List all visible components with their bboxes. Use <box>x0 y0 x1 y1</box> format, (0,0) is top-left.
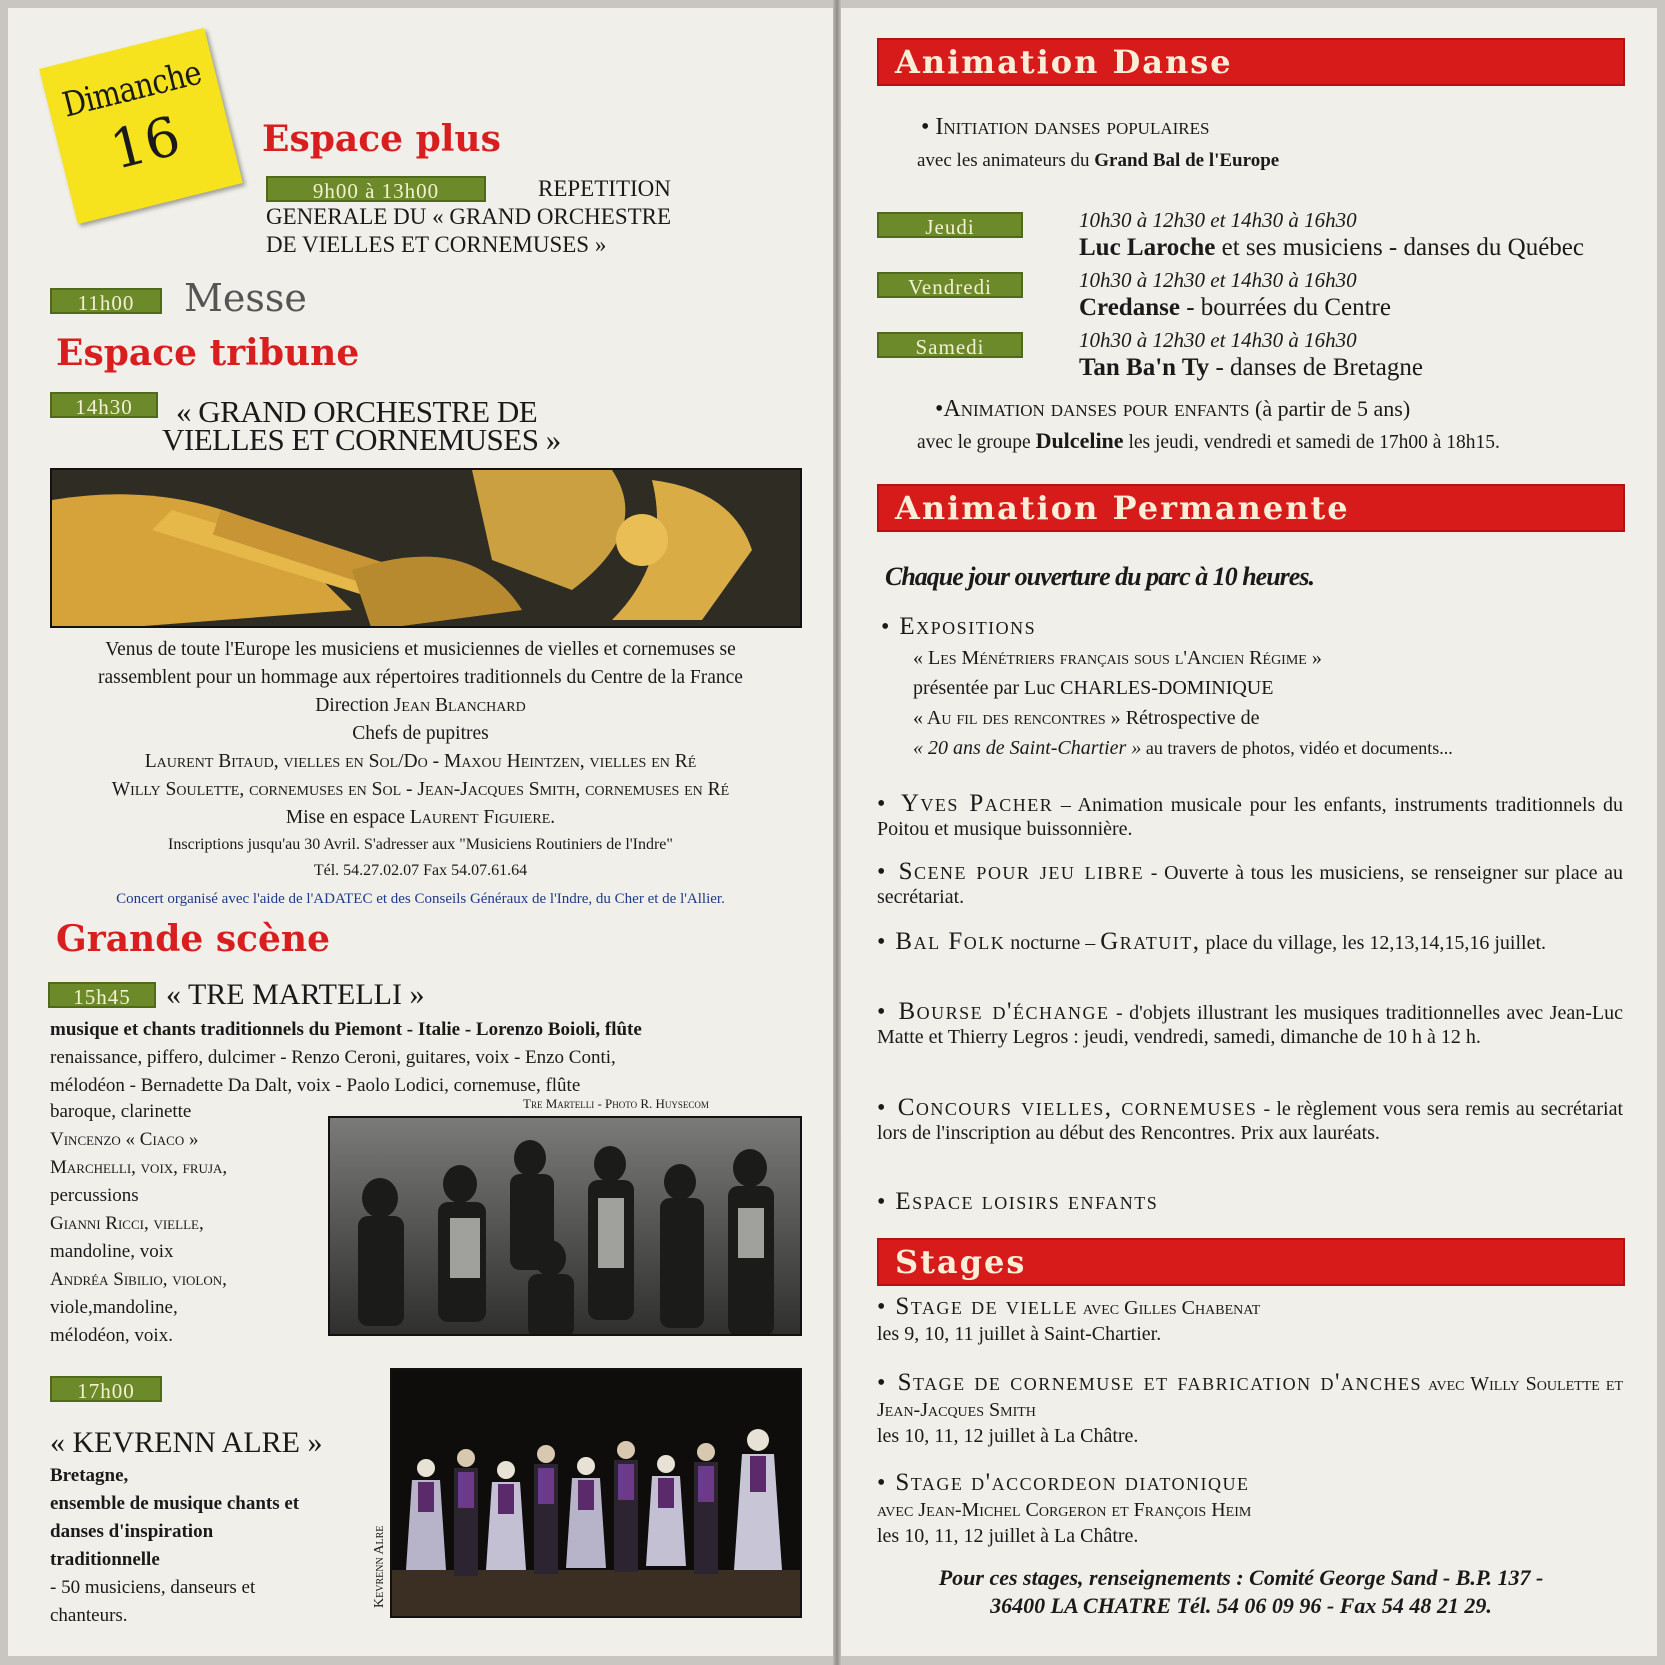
mise-name: Laurent Figuiere. <box>409 807 556 828</box>
expo-line-4 <box>881 733 1623 763</box>
date-number: 16 <box>104 104 187 182</box>
stage-1-title: Stage de vielle <box>895 1293 1078 1320</box>
chefs-title: Chefs de pupitres <box>352 723 489 744</box>
time-tag-11h: 11h00 <box>50 288 162 314</box>
orchestre-title-1: « GRAND ORCHESTRE DE <box>176 394 538 429</box>
loisirs-title: Espace loisirs enfants <box>895 1188 1159 1215</box>
initiation-sub <box>917 150 1279 172</box>
bourse-block <box>877 1000 1623 1049</box>
desc-line-2: rassemblent pour un hommage aux répertoires traditionnels du Centre de la France <box>98 667 743 688</box>
bal-text-1: nocturne – <box>1005 932 1101 954</box>
inscriptions-line: Inscriptions jusqu'au 30 Avril. S'adresser aux "Musiciens Routiniers de l'Indre" <box>168 836 673 853</box>
samedi-desc: - danses de Bretagne <box>1209 354 1423 381</box>
tre-line-12: mélodéon, voix. <box>50 1325 173 1346</box>
bullet-icon: • <box>877 1095 886 1121</box>
stage-2-with: avec Willy Soulette et Jean-Jacques Smith <box>877 1373 1623 1421</box>
right-page <box>841 8 1657 1656</box>
tel-line: Tél. 54.27.02.07 Fax 54.07.61.64 <box>313 862 528 879</box>
date-card <box>39 28 243 224</box>
kevrenn-photo-credit: Kevrenn Alre <box>372 1525 387 1608</box>
chaque-jour-line: Chaque jour ouverture du parc à 10 heures. <box>885 562 1314 591</box>
bullet-icon: • <box>877 999 886 1025</box>
enfants-title: •Animation danses pour enfants <box>935 396 1250 422</box>
time-tag-14h30: 14h30 <box>50 392 158 418</box>
repetition-line-3: DE VIELLES ET CORNEMUSES » <box>266 232 607 257</box>
bal-text-2: place du village, les 12,13,14,15,16 juillet. <box>1200 932 1547 954</box>
date-day: Dimanche <box>58 52 205 126</box>
kev-line-6: chanteurs. <box>50 1605 128 1626</box>
samedi-hours: 10h30 à 12h30 et 14h30 à 16h30 <box>1079 328 1357 352</box>
kev-line-4: traditionnelle <box>50 1549 160 1570</box>
stage-1-dates: les 9, 10, 11 juillet à Saint-Chartier. <box>877 1323 1162 1345</box>
time-tag-15h45: 15h45 <box>48 982 156 1008</box>
pacher-title: Yves Pacher <box>900 790 1054 817</box>
contact-line-1: Pour ces stages, renseignements : Comité George Sand - B.P. 137 - <box>938 1565 1544 1590</box>
bullet-icon: • <box>877 859 886 885</box>
enfants-title-line <box>935 396 1410 423</box>
enfants-age: (à partir de 5 ans) <box>1255 396 1411 421</box>
bullet-icon: • <box>877 1294 886 1320</box>
scene-text: - Ouverte à tous les musiciens, se renseigner sur place au secrétariat. <box>877 862 1623 908</box>
samedi-line <box>1079 354 1423 382</box>
chefs-line-1: Laurent Bitaud, vielles en Sol/Do - Maxou Heintzen, vielles en Ré <box>144 751 697 772</box>
stage-2-block <box>877 1370 1623 1449</box>
kev-line-5: - 50 musiciens, danseurs et <box>50 1577 256 1598</box>
vendredi-artist: Credanse <box>1079 294 1180 321</box>
bullet-icon: • <box>881 614 890 640</box>
tre-line-8: Gianni Ricci, vielle, <box>50 1213 204 1234</box>
expo-line-2: présentée par Luc CHARLES-DOMINIQUE <box>913 677 1274 699</box>
kevrenn-title: « KEVRENN ALRE » <box>50 1426 323 1459</box>
pacher-text: – Animation musicale pour les enfants, instruments traditionnels du Poitou et musique buissonnière. <box>877 794 1624 840</box>
stage-2-dates: les 10, 11, 12 juillet à La Châtre. <box>877 1425 1139 1447</box>
grand-bal-name: Grand Bal de l'Europe <box>1094 150 1280 171</box>
concours-text: - le règlement vous sera remis au secrétariat lors de l'inscription au début des Rencontres. Prix aux lauréats. <box>877 1098 1624 1144</box>
enfants-text-2: les jeudi, vendredi et samedi de 17h00 à 18h15. <box>1123 432 1500 453</box>
enfants-line <box>917 428 1500 454</box>
hurdy-gurdy-photo <box>50 468 802 628</box>
concours-block <box>877 1096 1623 1145</box>
dancers-photo-illustration <box>392 1370 802 1618</box>
tre-martelli-text <box>50 1016 800 1100</box>
kev-line-1: Bretagne, <box>50 1465 129 1486</box>
tre-photo-credit: Tre Martelli - Photo R. Huysecom <box>523 1096 709 1111</box>
pacher-block <box>877 792 1623 841</box>
tre-line-2: renaissance, piffero, dulcimer - Renzo Ceroni, guitares, voix - Enzo Conti, <box>50 1047 616 1068</box>
concert-line: Concert organisé avec l'aide de l'ADATEC et des Conseils Généraux de l'Indre, du Cher et de l'Allier. <box>116 891 725 907</box>
initiation-title: • Initiation danses populaires <box>921 114 1210 140</box>
tre-line-1: musique et chants traditionnels du Piemont - Italie - Lorenzo Boioli, flûte <box>50 1019 642 1040</box>
tre-line-5: Vincenzo « Ciaco » <box>50 1129 199 1150</box>
stage-1-with: avec Gilles Chabenat <box>1077 1297 1261 1319</box>
bal-gratuit: Gratuit, <box>1100 928 1201 955</box>
day-tag-vendredi: Vendredi <box>877 272 1023 298</box>
jeudi-artist: Luc Laroche <box>1079 234 1216 261</box>
concours-title: Concours vielles, cornemuses <box>897 1094 1258 1121</box>
kevrenn-photo <box>390 1368 802 1618</box>
initiation-sub-text: avec les animateurs du <box>917 150 1090 171</box>
expo-rencontres: « Au fil des rencontres » <box>913 707 1121 729</box>
tre-line-7: percussions <box>50 1185 139 1206</box>
desc-line-1: Venus de toute l'Europe les musiciens et musiciennes de vielles et cornemuses se <box>105 639 736 660</box>
stage-3-dates: les 10, 11, 12 juillet à La Châtre. <box>877 1525 1139 1547</box>
vendredi-line <box>1079 294 1391 322</box>
day-tag-jeudi: Jeudi <box>877 212 1023 238</box>
time-tag-17h: 17h00 <box>50 1376 162 1402</box>
messe-title: Messe <box>184 276 307 320</box>
mise-line <box>8 804 833 832</box>
tre-line-4: baroque, clarinette <box>50 1101 192 1122</box>
mise-label: Mise en espace <box>285 807 405 828</box>
expo-line-3 <box>881 703 1623 733</box>
bourse-title: Bourse d'échange <box>898 998 1110 1025</box>
stages-bar: Stages <box>877 1238 1625 1286</box>
expo-20-ans: « 20 ans de Saint-Chartier » <box>913 737 1142 759</box>
loisirs-block <box>877 1190 1158 1215</box>
bullet-icon: • <box>877 929 886 955</box>
direction-line <box>8 692 833 720</box>
bourse-text: - d'objets illustrant les musiques traditionnelles avec Jean-Luc Matte et Thierry Legros : jeudi, vendredi, samedi, dimanche de 10 h à 12 h. <box>877 1002 1623 1048</box>
animation-permanente-bar: Animation Permanente <box>877 484 1625 532</box>
vendredi-desc: - bourrées du Centre <box>1179 294 1391 321</box>
expo-travers: au travers de photos, vidéo et documents... <box>1141 738 1453 758</box>
kev-line-2: ensemble de musique chants et <box>50 1493 300 1514</box>
bal-block <box>877 930 1623 955</box>
band-photo-illustration <box>330 1118 802 1336</box>
tre-martelli-photo <box>328 1116 802 1336</box>
expositions-block <box>881 612 1623 763</box>
direction-name: Jean Blanchard <box>393 695 526 716</box>
bal-title: Bal Folk <box>895 928 1006 955</box>
chefs-line-2: Willy Soulette, cornemuses en Sol - Jean-Jacques Smith, cornemuses en Ré <box>111 779 730 800</box>
bullet-icon: • <box>877 1370 886 1396</box>
stages-contact <box>861 1564 1621 1620</box>
stage-2-title: Stage de cornemuse et fabrication d'anches <box>897 1369 1423 1396</box>
jeudi-hours: 10h30 à 12h30 et 14h30 à 16h30 <box>1079 208 1357 232</box>
repetition-line-1: REPETITION <box>538 176 671 201</box>
scene-block <box>877 860 1623 909</box>
page-fold <box>833 0 841 1665</box>
espace-plus-title: Espace plus <box>262 118 501 160</box>
jeudi-line <box>1079 234 1584 262</box>
expo-line-1: « Les Ménétriers français sous l'Ancien Régime » <box>913 647 1322 669</box>
contact-line-2: 36400 LA CHATRE Tél. 54 06 09 96 - Fax 54 48 21 29. <box>990 1593 1492 1618</box>
kev-line-3: danses d'inspiration <box>50 1521 214 1542</box>
stage-3-with: avec Jean-Michel Corgeron et François Heim <box>877 1499 1252 1521</box>
tre-line-3: mélodéon - Bernadette Da Dalt, voix - Paolo Lodici, cornemuse, flûte <box>50 1075 581 1096</box>
stage-1-block <box>877 1294 1623 1347</box>
stage-3-title: Stage d'accordeon diatonique <box>895 1469 1250 1496</box>
repetition-line-2: GENERALE DU « GRAND ORCHESTRE <box>266 204 672 229</box>
expo-retrospective: Rétrospective de <box>1120 707 1260 729</box>
kevrenn-text <box>50 1462 370 1630</box>
tre-line-9: mandoline, voix <box>50 1241 174 1262</box>
animation-danse-bar: Animation Danse <box>877 38 1625 86</box>
orchestre-title-2: VIELLES ET CORNEMUSES » <box>162 422 561 457</box>
jeudi-desc: et ses musiciens - danses du Québec <box>1215 234 1584 261</box>
time-tag-9h: 9h00 à 13h00 <box>266 176 486 202</box>
tre-line-10: Andréa Sibilio, violon, <box>50 1269 227 1290</box>
left-page <box>8 8 833 1656</box>
direction-label: Direction <box>315 695 389 716</box>
hurdy-gurdy-illustration <box>52 470 802 628</box>
scene-title: Scene pour jeu libre <box>898 858 1145 885</box>
samedi-artist: Tan Ba'n Ty <box>1079 354 1210 381</box>
tre-line-11: viole,mandoline, <box>50 1297 178 1318</box>
vendredi-hours: 10h30 à 12h30 et 14h30 à 16h30 <box>1079 268 1357 292</box>
stage-3-block <box>877 1470 1623 1549</box>
dulceline-name: Dulceline <box>1035 428 1124 453</box>
tre-line-6: Marchelli, voix, fruja, <box>50 1157 228 1178</box>
espace-tribune-title: Espace tribune <box>56 332 360 374</box>
enfants-text-1: avec le groupe <box>917 432 1031 453</box>
orchestre-description <box>8 636 833 914</box>
bullet-icon: • <box>877 1189 886 1215</box>
grande-scene-title: Grande scène <box>56 918 330 960</box>
bullet-icon: • <box>877 1470 886 1496</box>
tre-members <box>50 1098 310 1350</box>
expositions-title: Expositions <box>899 613 1037 640</box>
day-tag-samedi: Samedi <box>877 332 1023 358</box>
bullet-icon: • <box>877 791 886 817</box>
tre-martelli-title: « TRE MARTELLI » <box>166 978 425 1011</box>
